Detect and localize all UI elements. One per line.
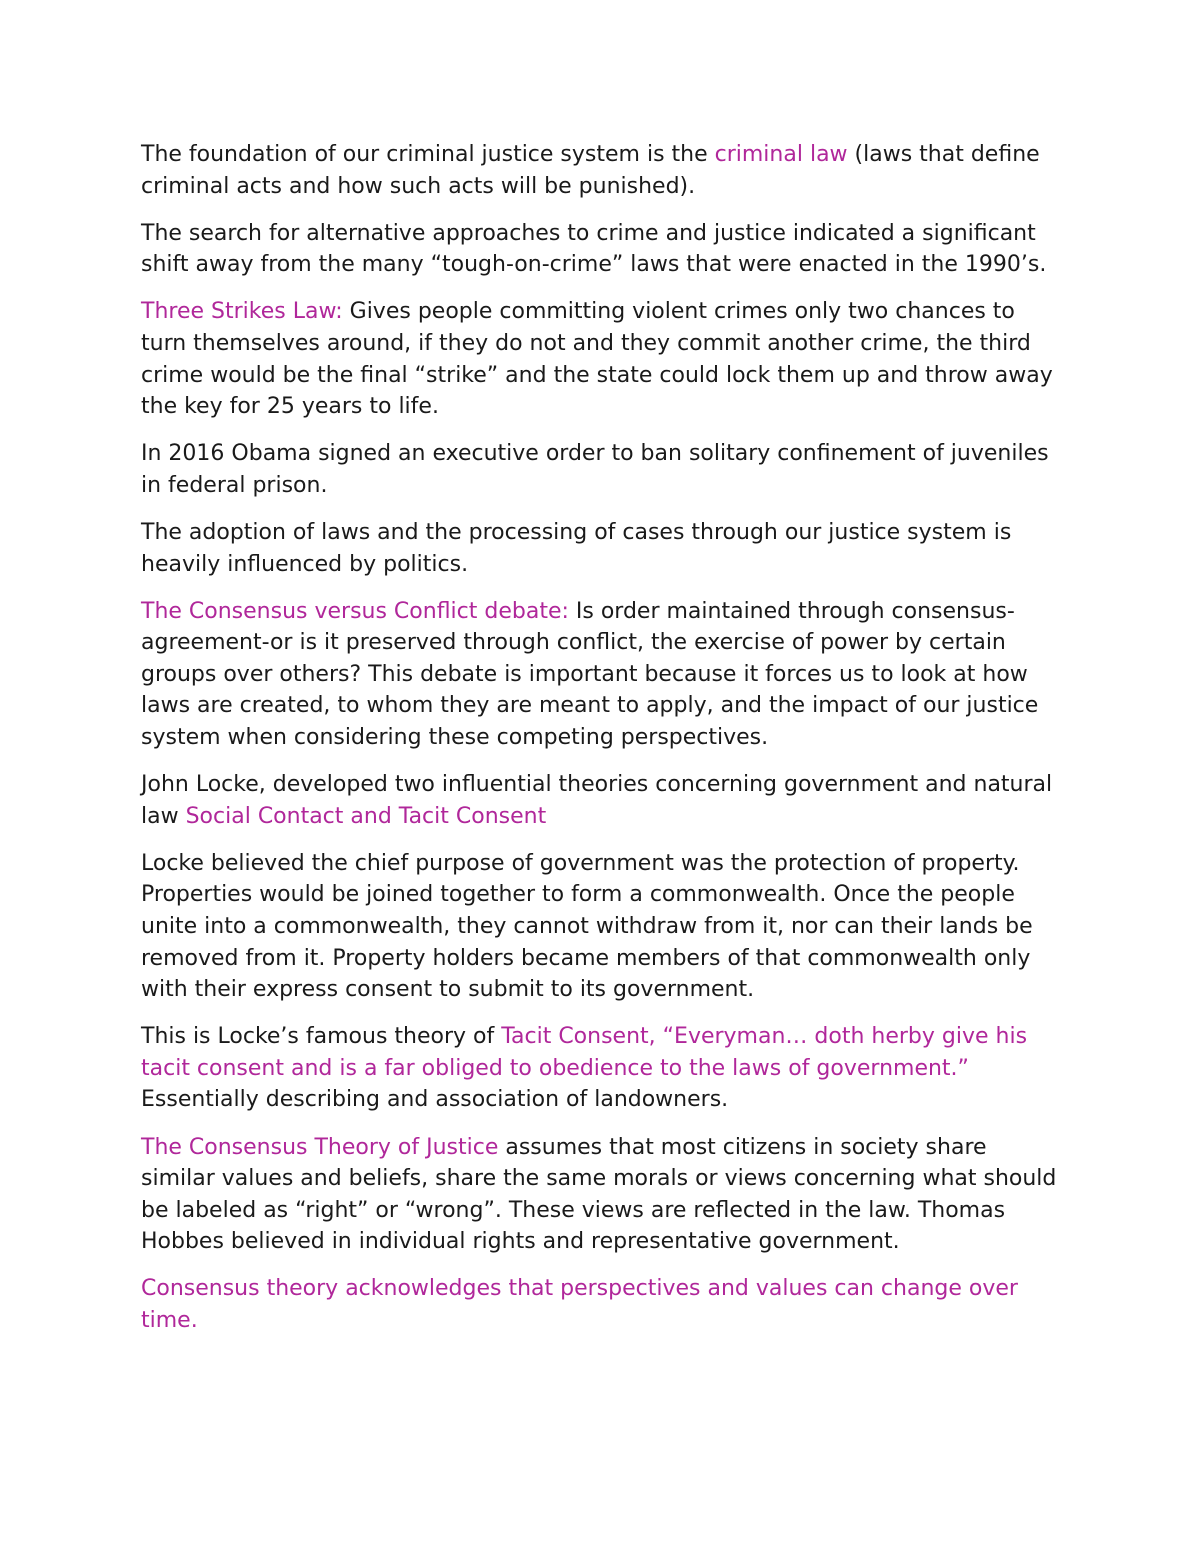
paragraph [141,517,1066,580]
paragraph [141,848,1066,1006]
highlighted-term: Consensus theory acknowledges that perspectives and values can change over time. [141,1276,1018,1333]
document-page [141,139,1066,1352]
paragraph-text: This is Locke’s famous theory of [141,1024,502,1050]
paragraph [141,1021,1066,1116]
paragraph-text: Essentially describing and association of landowners. [141,1087,729,1113]
highlighted-quote: Tacit Consent, “Everyman… doth herby give his tacit consent and is a far obliged to obedience to the laws of government.” [141,1024,1028,1081]
paragraph [141,438,1066,501]
highlighted-term: criminal law [714,142,848,167]
paragraph [141,769,1066,832]
paragraph [141,596,1066,754]
paragraph [141,139,1066,202]
paragraph-text: Is order maintained through consensus-agreement-or is it preserved through conflict, the exercise of power by certain groups over others? This debate is important because it forces us to look at how laws are created, to whom they are meant to apply, and the impact of our justice system when considering these competing perspectives. [141,598,1039,750]
paragraph-text: In 2016 Obama signed an executive order to ban solitary confinement of juveniles in federal prison. [141,441,1049,498]
paragraph-text: John Locke, developed two influential theories concerning government and natural law [141,772,1053,829]
paragraph [141,1273,1066,1336]
paragraph [141,1132,1066,1258]
paragraph-text: Gives people committing violent crimes only two chances to turn themselves around, if they do not and they commit another crime, the third crime would be the final “strike” and the state could lock them up and throw away the key for 25 years to life. [141,299,1053,420]
highlighted-term: Social Contact and Tacit Consent [185,803,547,829]
paragraph-text: assumes that most citizens in society share similar values and beliefs, share the same morals or views concerning what should be labeled as “right” or “wrong”. These views are reflected in the law. Thomas Hobbes believed in individual rights and representative government. [141,1134,1057,1255]
paragraph [141,218,1066,281]
paragraph-text: Locke believed the chief purpose of government was the protection of property. Properties would be joined together to form a commonwealth. Once the people unite into a commonwealth, they cannot withdraw from it, nor can their lands be removed from it. Property holders became members of that commonwealth only with their express consent to submit to its government. [141,850,1033,1003]
paragraph-text: (laws that define criminal acts and how such acts will be punished). [141,142,1040,199]
highlighted-term: The Consensus Theory of Justice [141,1134,499,1160]
paragraph-text: The search for alternative approaches to crime and justice indicated a significant shift away from the many “tough-on-crime” laws that were enacted in the 1990’s. [141,220,1047,278]
paragraph-text: The foundation of our criminal justice system is the [141,142,715,167]
highlighted-term: Three Strikes Law: [141,299,343,325]
highlighted-term: The Consensus versus Conflict debate: [141,598,569,624]
paragraph [141,296,1066,422]
paragraph-text: The adoption of laws and the processing of cases through our justice system is heavily influenced by politics. [141,519,1012,577]
